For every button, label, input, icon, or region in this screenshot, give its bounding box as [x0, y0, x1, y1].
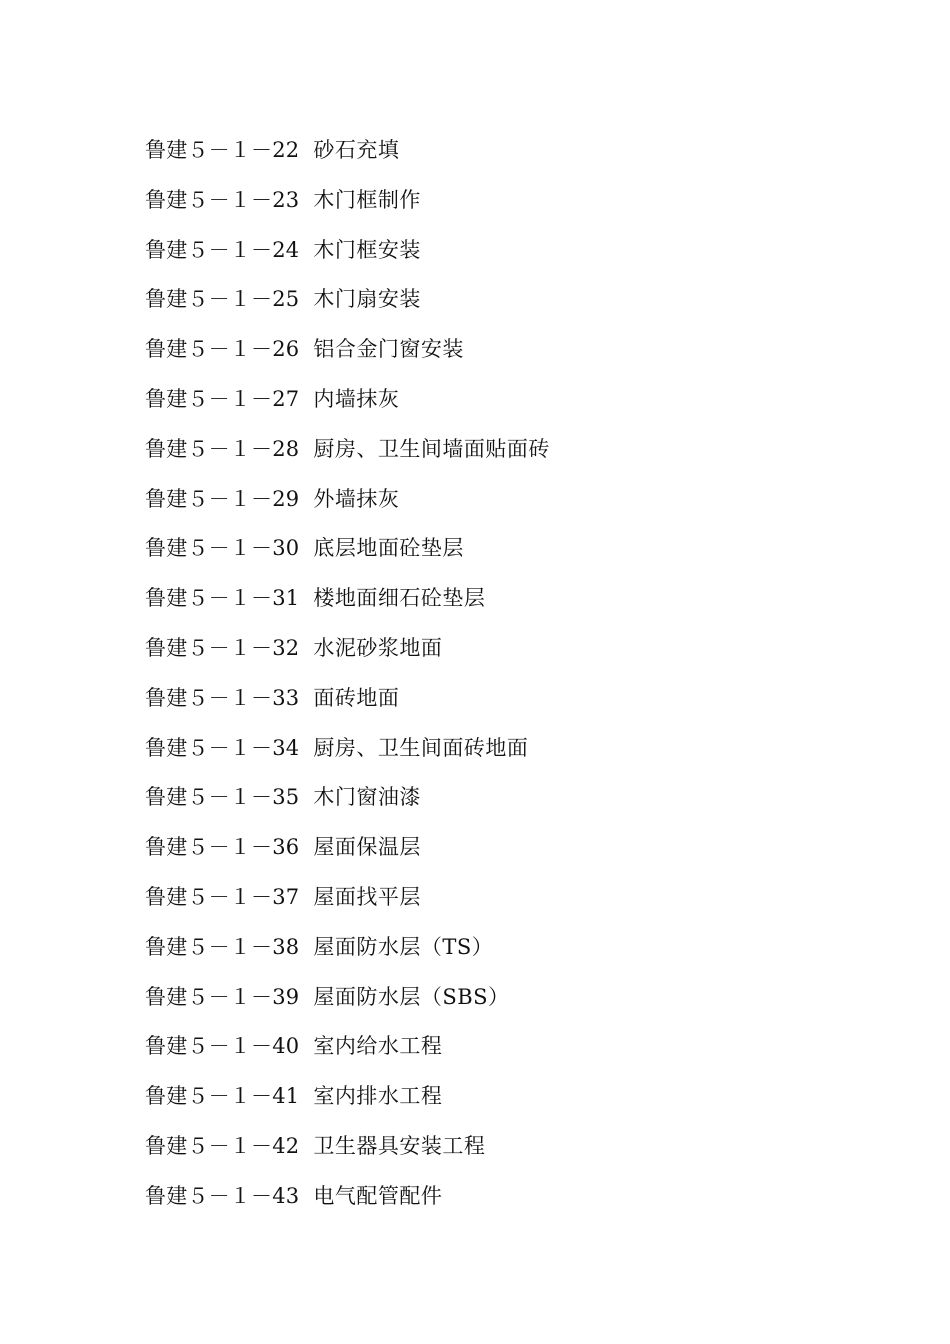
item-code: 鲁建５－１－35: [145, 785, 300, 810]
item-name: 木门扇安装: [313, 287, 421, 312]
item-name: 铝合金门窗安装: [313, 337, 464, 362]
item-name: 屋面防水层（TS）: [313, 934, 494, 959]
list-item: [145, 133, 550, 183]
item-name: 砂石充填: [313, 138, 400, 162]
item-code: 鲁建５－１－33: [145, 685, 300, 710]
item-name: 屋面找平层: [313, 884, 421, 909]
list-item: [145, 581, 550, 631]
list-item: [145, 1179, 550, 1229]
item-list: [145, 133, 550, 1229]
item-code: 鲁建５－１－41: [145, 1084, 300, 1109]
list-item: [145, 830, 550, 880]
item-code: 鲁建５－１－28: [145, 436, 300, 461]
item-code: 鲁建５－１－32: [145, 635, 300, 660]
item-name: 楼地面细石砼垫层: [313, 586, 486, 611]
item-code: 鲁建５－１－26: [145, 337, 300, 362]
list-item: [145, 183, 550, 233]
item-code: 鲁建５－１－23: [145, 187, 300, 212]
item-name: 水泥砂浆地面: [313, 635, 443, 660]
list-item: [145, 382, 550, 432]
item-name: 厨房、卫生间面砖地面: [313, 735, 529, 760]
list-item: [145, 332, 550, 382]
list-item: [145, 930, 550, 980]
item-name: 屋面保温层: [313, 835, 421, 860]
list-item: [145, 980, 550, 1030]
item-code: 鲁建５－１－29: [145, 486, 300, 511]
item-code: 鲁建５－１－30: [145, 536, 300, 561]
list-item: [145, 282, 550, 332]
item-name: 厨房、卫生间墙面贴面砖: [313, 436, 550, 461]
item-code: 鲁建５－１－24: [145, 237, 300, 262]
list-item: [145, 780, 550, 830]
item-name: 外墙抹灰: [313, 486, 400, 511]
item-code: 鲁建５－１－36: [145, 835, 300, 860]
list-item: [145, 1129, 550, 1179]
item-name: 室内给水工程: [313, 1034, 443, 1059]
item-code: 鲁建５－１－37: [145, 884, 300, 909]
list-item: [145, 731, 550, 781]
item-name: 木门框安装: [313, 237, 421, 262]
list-item: [145, 631, 550, 681]
list-item: [145, 880, 550, 930]
item-name: 木门框制作: [313, 187, 421, 212]
item-code: 鲁建５－１－34: [145, 735, 300, 760]
item-name: 卫生器具安装工程: [313, 1133, 486, 1158]
item-code: 鲁建５－１－27: [145, 386, 300, 411]
item-code: 鲁建５－１－25: [145, 287, 300, 312]
item-name: 底层地面砼垫层: [313, 536, 464, 561]
item-name: 面砖地面: [313, 685, 400, 710]
item-name: 木门窗油漆: [313, 785, 421, 810]
item-code: 鲁建５－１－39: [145, 984, 300, 1009]
list-item: [145, 233, 550, 283]
item-name: 内墙抹灰: [313, 386, 400, 411]
item-code: 鲁建５－１－40: [145, 1034, 300, 1059]
list-item: [145, 531, 550, 581]
list-item: [145, 1029, 550, 1079]
list-item: [145, 1079, 550, 1129]
item-code: 鲁建５－１－42: [145, 1133, 300, 1158]
item-name: 屋面防水层（SBS）: [313, 984, 510, 1009]
item-code: 鲁建５－１－43: [145, 1183, 300, 1208]
item-code: 鲁建５－１－31: [145, 586, 300, 611]
item-name: 电气配管配件: [313, 1183, 443, 1208]
list-item: [145, 482, 550, 532]
item-name: 室内排水工程: [313, 1084, 443, 1109]
item-code: 鲁建５－１－22: [145, 138, 300, 162]
item-code: 鲁建５－１－38: [145, 934, 300, 959]
list-item: [145, 681, 550, 731]
list-item: [145, 432, 550, 482]
